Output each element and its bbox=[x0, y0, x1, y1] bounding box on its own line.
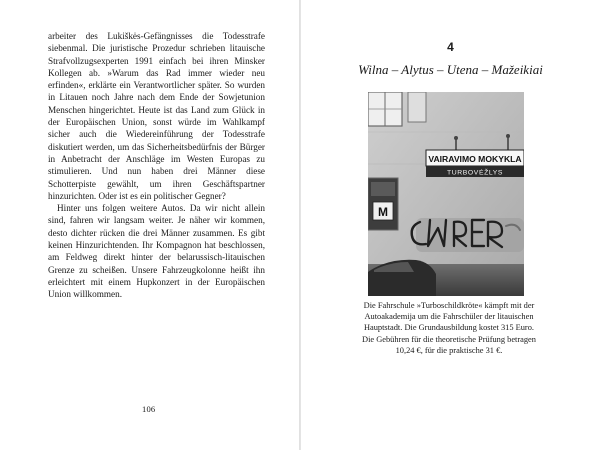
driving-school-sign bbox=[426, 150, 524, 177]
photo-driving-school bbox=[368, 92, 524, 296]
chapter-title: Wilna – Alytus – Utena – Mažeikiai bbox=[358, 62, 543, 77]
building-windows bbox=[368, 92, 426, 126]
photo-caption: Die Fahrschule »Turboschildkröte« kämpft mit der Autoakademija um die Fahrschüler der litauischen Hauptstadt. Die Grundausbildung kostet 315 Euro. Die Gebühren für die theoretische Prüfung betragen 10,24 €, für die praktische 31 €. bbox=[362, 301, 536, 355]
left-page bbox=[0, 0, 299, 450]
lower-window bbox=[368, 178, 398, 230]
paragraph: Hinter uns folgen weitere Autos. Da wir nicht allein sind, fahren wir langsam weiter. Je näher wir kommen, desto dichter rücken die drei Männer zusammen. Es gibt keinen Hinzurichtenden. Ihr Kompagnon hat beschlossen, am Feldweg direkt hinter der belarussisch-litauischen Grenze zu scheißen. Unsere Fahrzeugkolonne heißt ihn erleichtert mit einem Hupkonzert in der Europäischen Union willkommen. bbox=[48, 203, 265, 300]
page-number: 106 bbox=[142, 404, 156, 414]
paragraph: arbeiter des Lukiškės-Gefängnisses die Todesstrafe siebenmal. Die juristische Prozedur schrieben litauische Strafvollzugsexperten 1991 einfach bei ihren Minsker Kollegen ab. »Warum das Rad immer wieder neu erfinden«, erklärte ein Verantwortlicher später. So wurden in Litauen noch Jahre nach dem Ende der Sowjetunion Menschen hingerichtet. Heute ist das Land zum Glück in der Europäischen Union, sonst würde im Wahlkampf sicher auch die Wiedereinführung der Todesstrafe diskutiert werden, um das Sicherheitsbedürfnis der Bürger in Anbetracht der Anschläge im Westen Europas zu stimulieren. Und nun haben drei Männer diese Schotterpiste gewählt, um ihren Geschäftspartner hinzurichten. Oder ist es ein politischer Gegner? bbox=[48, 31, 265, 201]
sign-sub-text: TURBOVĖŽLYS bbox=[447, 169, 503, 177]
sign-main-text: VAIRAVIMO MOKYKLA bbox=[428, 154, 522, 164]
right-page bbox=[301, 0, 600, 450]
chapter-number: 4 bbox=[447, 40, 454, 54]
body-text bbox=[48, 30, 265, 301]
window-letter: M bbox=[378, 205, 388, 219]
